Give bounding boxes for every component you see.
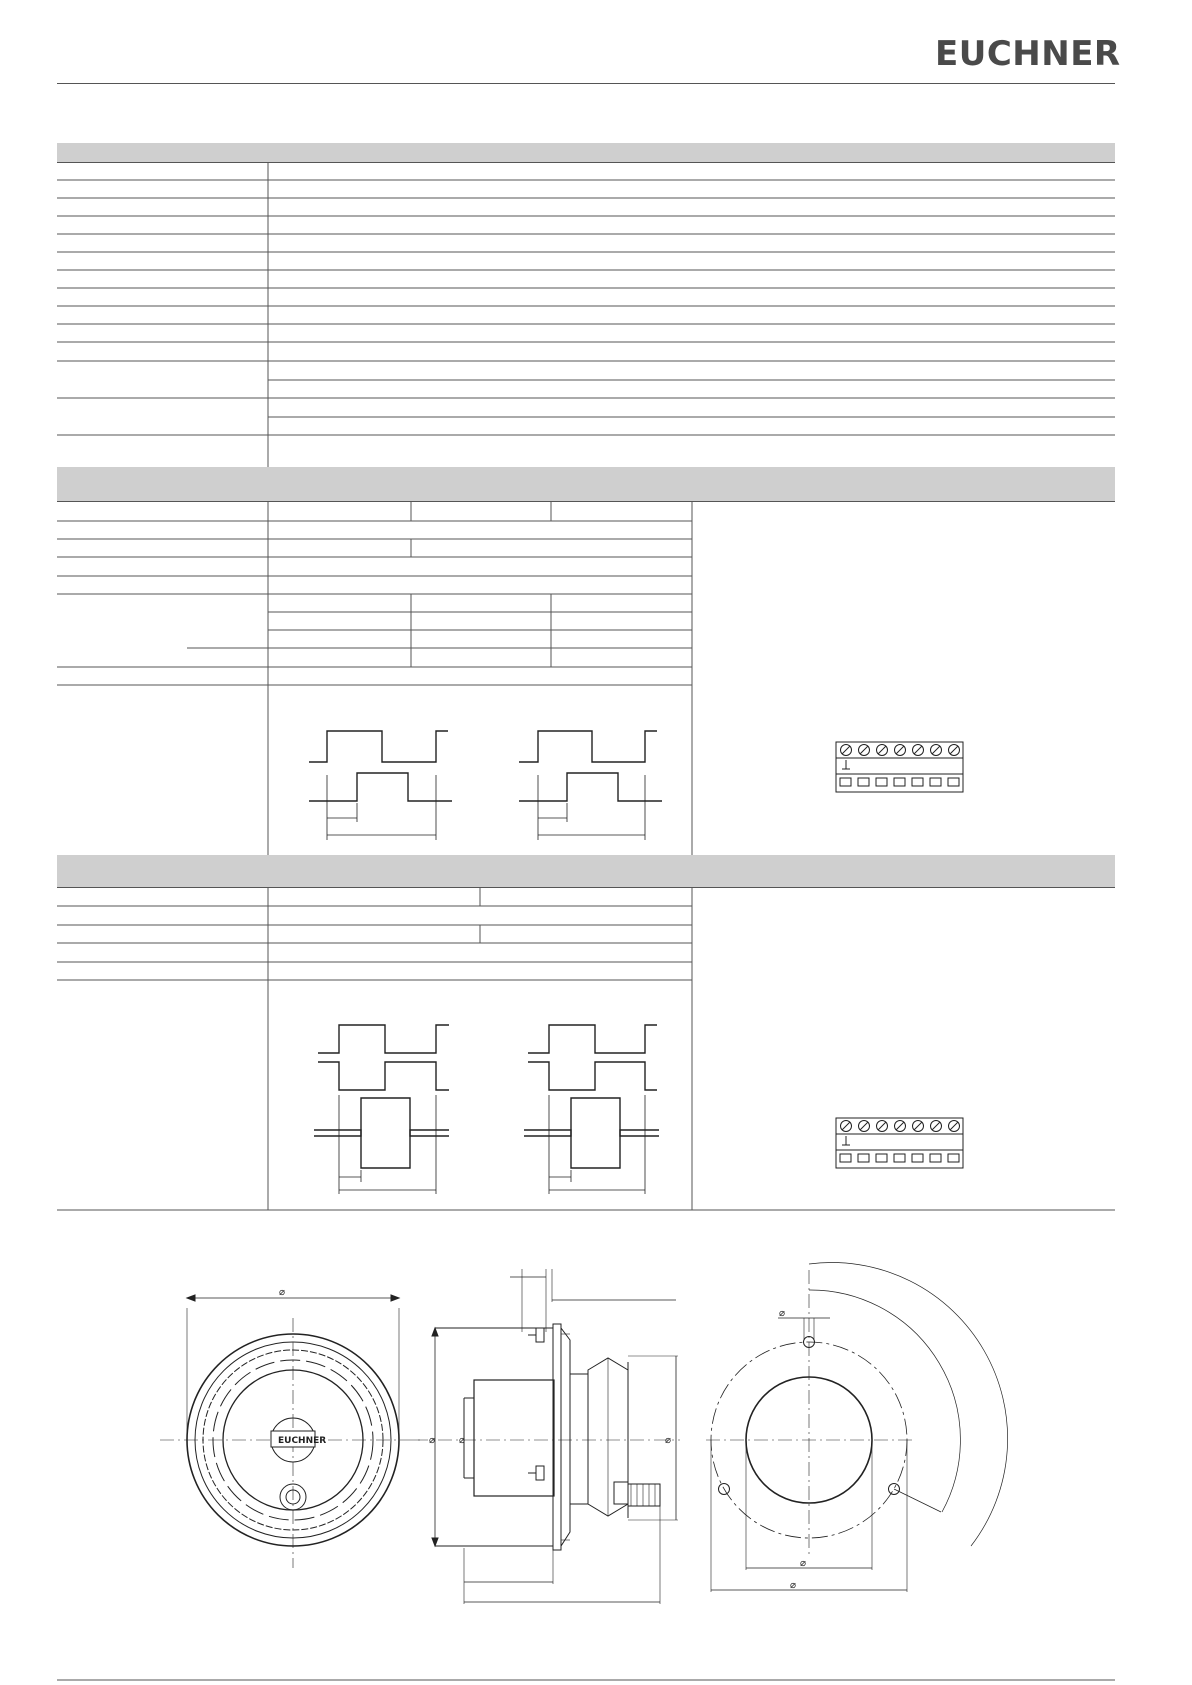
pulse-diagram-1b xyxy=(519,731,662,840)
pulse-diagram-2a xyxy=(314,1025,449,1194)
knob-label: EUCHNER xyxy=(278,1436,327,1446)
pulse-diagram-2b xyxy=(524,1025,659,1194)
dim-symbol: ⌀ xyxy=(279,1287,286,1298)
mounting-cutout-drawing xyxy=(706,1263,1008,1592)
dim-symbol: ⌀ xyxy=(790,1580,797,1591)
dim-symbol: ⌀ xyxy=(779,1308,786,1319)
brand-logo: EUCHNER xyxy=(935,34,1121,74)
terminal-strip-1 xyxy=(836,742,963,792)
handwheel-side-view xyxy=(414,1269,680,1604)
terminal-strip-2 xyxy=(836,1118,963,1168)
electrical-table-1 xyxy=(57,501,692,855)
general-data-table xyxy=(57,162,1115,467)
handwheel-front-view xyxy=(160,1295,420,1568)
dim-symbol: ⌀ xyxy=(665,1435,672,1446)
dim-symbol: ⌀ xyxy=(459,1435,466,1446)
pulse-diagram-1a xyxy=(309,731,452,840)
dim-symbol: ⌀ xyxy=(800,1558,807,1569)
dim-symbol: ⌀ xyxy=(429,1435,436,1446)
